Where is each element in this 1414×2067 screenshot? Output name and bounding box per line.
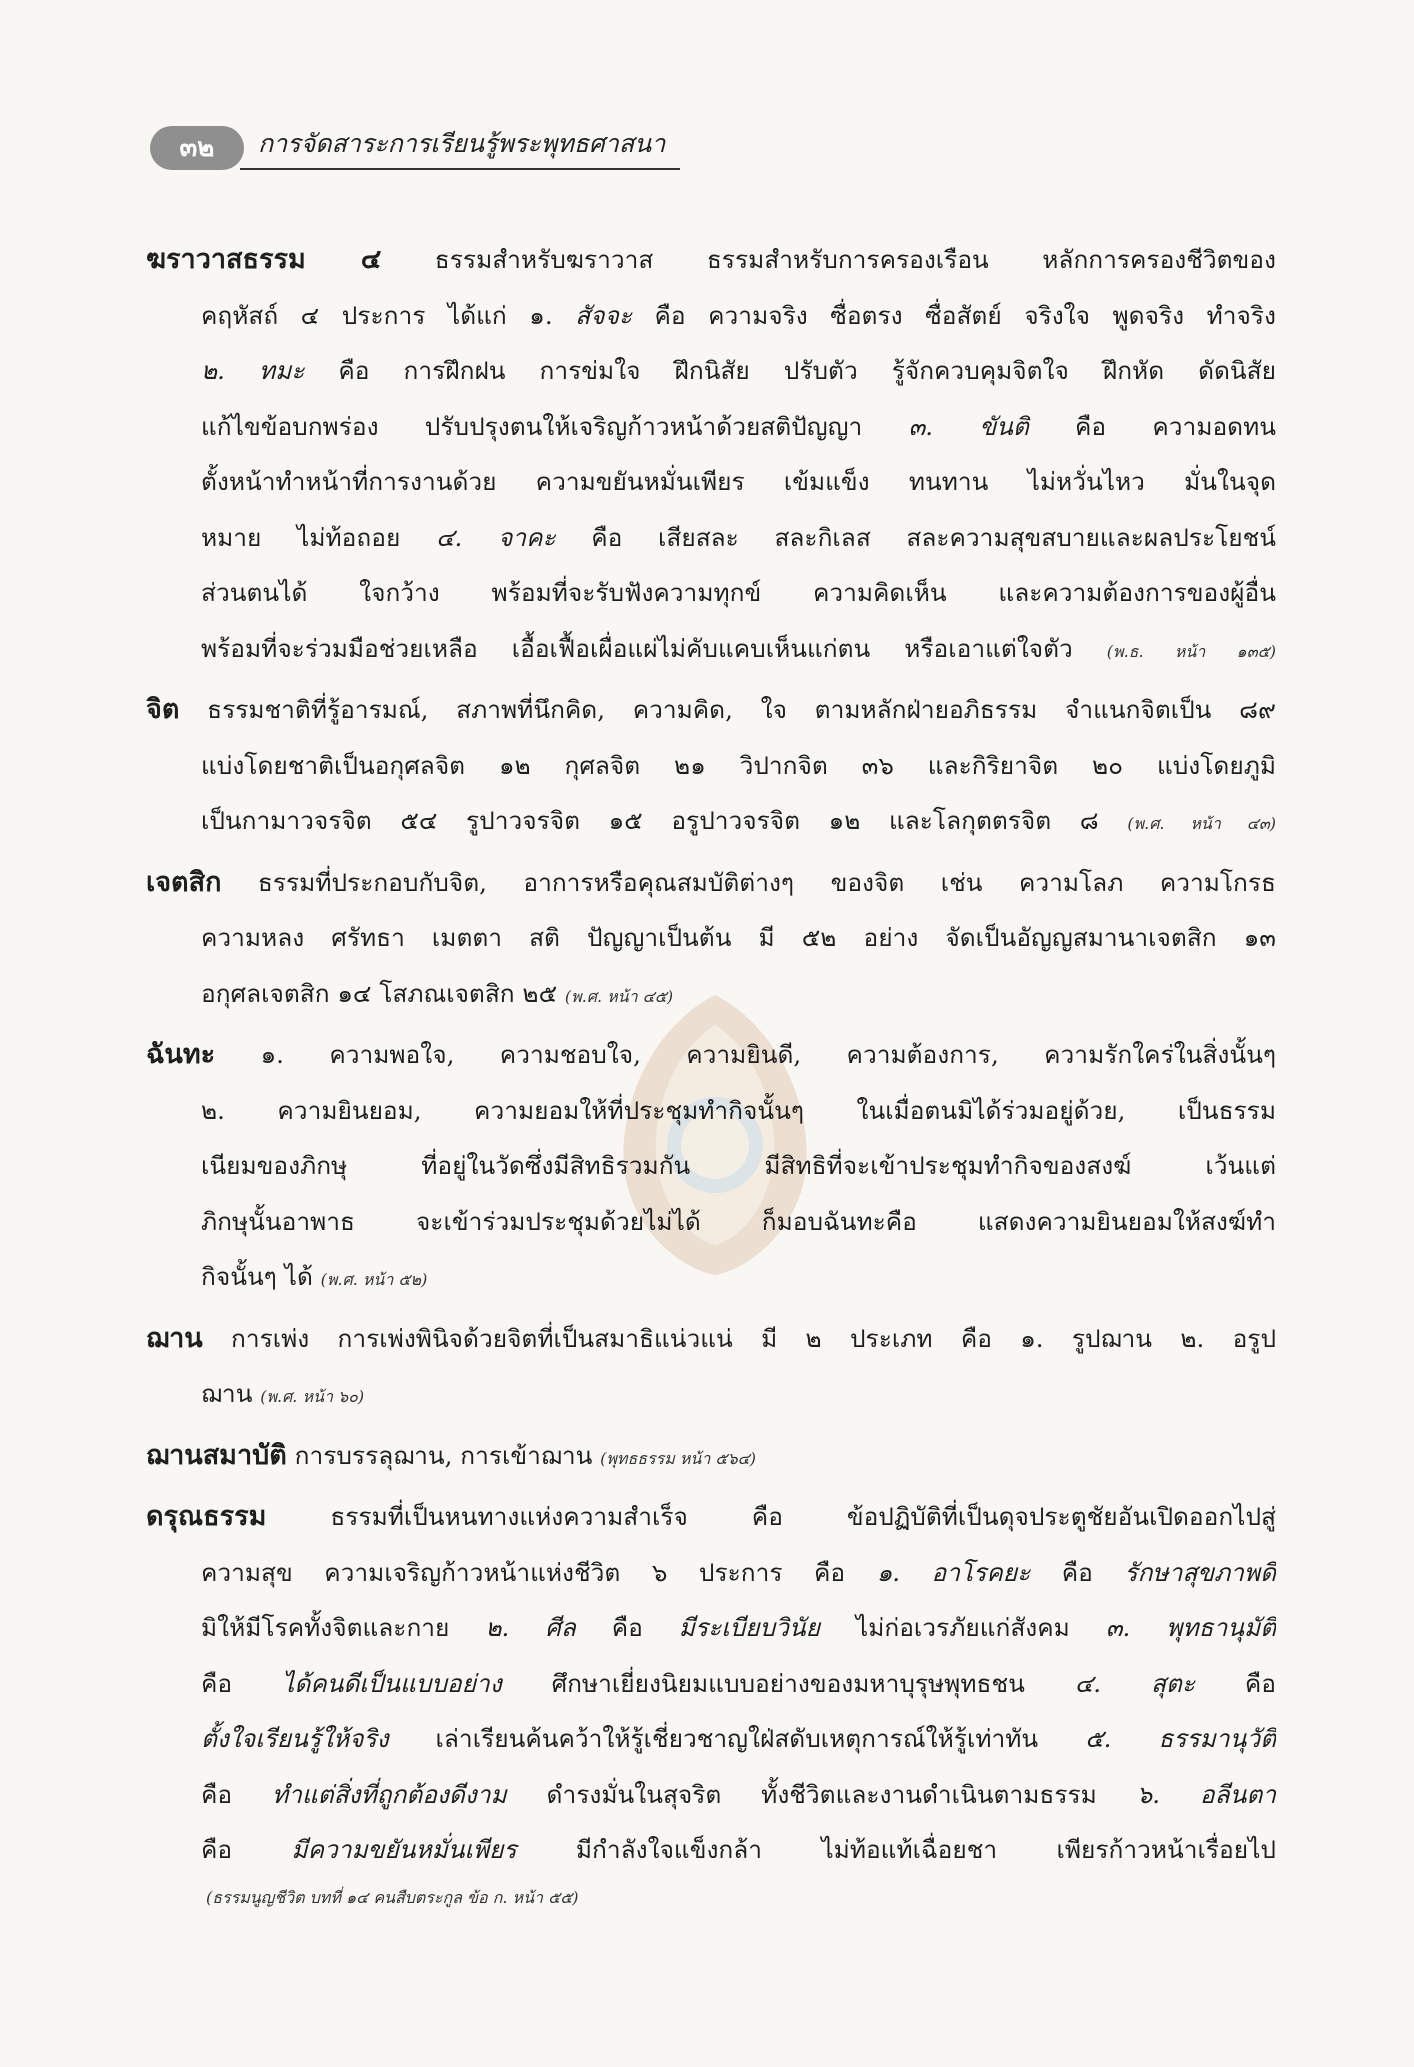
page-number-badge: ๓๒ (150, 126, 244, 170)
running-header-title: การจัดสาระการเรียนรู้พระพุทธศาสนา (258, 129, 666, 158)
entry-jhanasamapatti: ฌานสมาบัติ การบรรลุฌาน, การเข้าฌาน (พุทธธรรม หน้า ๕๖๔) (146, 1439, 756, 1471)
entry-term: ดรุณธรรม (146, 1501, 267, 1532)
reference-citation: (พ.ศ. หน้า ๔๓) (1127, 814, 1276, 833)
reference-citation: (พ.ศ. หน้า ๖๐) (260, 1387, 365, 1406)
reference-citation: (พุทธธรรม หน้า ๕๖๔) (600, 1448, 756, 1468)
entry-term: ฌานสมาบัติ (146, 1439, 287, 1471)
reference-citation: (พ.ธ. หน้า ๑๓๕) (1106, 641, 1276, 661)
reference-citation: (พ.ศ. หน้า ๕๒) (320, 1270, 428, 1289)
entry-cetasika: เจตสิก ธรรมที่ประกอบกับจิต, อาการหรือคุณสมบัติต่างๆ ของจิต เช่น ความโลภ ความโกรธ ความหลง ศรัทธา เมตตา สติ ปัญญาเป็นต้น มี ๕๒ อย่าง จัดเป็นอัญญสมานาเจตสิก ๑๓ อกุศลเจตสิก ๑๔ โสภณเจตสิก ๒๕ (พ.ศ. หน้า ๔๕) (146, 866, 1276, 1008)
entry-jhana: ฌาน การเพ่ง การเพ่งพินิจด้วยจิตที่เป็นสมาธิแน่วแน่ มี ๒ ประเภท คือ ๑. รูปฌาน ๒. อรูป ฌาน (พ.ศ. หน้า ๖๐) (146, 1322, 1276, 1408)
entry-taruna-dhamma: ดรุณธรรม ธรรมที่เป็นหนทางแห่งความสำเร็จ คือ ข้อปฏิบัติที่เป็นดุจประตูชัยอันเปิดออกไปสู่ ความสุข ความเจริญก้าวหน้าแห่งชีวิต ๖ ประการ คือ ๑. อาโรคยะ คือ รักษาสุขภาพดี มิให้มีโรคทั้งจิตและกาย ๒. ศีล คือ มีระเบียบวินัย ไม่ก่อเวรภัยแก่สังคม ๓. พุทธานุมัติ คือ ได้คนดีเป็นแบบอย่าง ศึกษาเยี่ยงนิยมแบบอย่างของมหาบุรุษพุทธชน ๔. สุตะ คือ ตั้งใจเรียนรู้ให้จริง เล่าเรียนค้นคว้าให้รู้เชี่ยวชาญใฝ่สดับเหตุการณ์ให้รู้เท่าทัน ๕. ธรรมานุวัติ คือ ทำแต่สิ่งที่ถูกต้องดีงาม ดำรงมั่นในสุจริต ทั้งชีวิตและงานดำเนินตามธรรม ๖. อลีนตา คือ มีความขยันหมั่นเพียร มีกำลังใจแข็งกล้า ไม่ท้อแท้เฉื่อยชา เพียรก้าวหน้าเรื่อยไป (ธรรมนูญชีวิต บทที่ ๑๔ คนสืบตระกูล ข้อ ก. หน้า ๕๕) (146, 1489, 1276, 1918)
entry-chanda: ฉันทะ ๑. ความพอใจ, ความชอบใจ, ความยินดี, ความต้องการ, ความรักใคร่ในสิ่งนั้นๆ ๒. ความยินยอม, ความยอมให้ที่ประชุมทำกิจนั้นๆ ในเมื่อตนมิได้ร่วมอยู่ด้วย, เป็นธรรม เนียมของภิกษุ ที่อยู่ในวัดซึ่งมีสิทธิรวมกัน มีสิทธิที่จะเข้าประชุมทำกิจของสงฆ์ เว้นแต่ ภิกษุนั้นอาพาธ จะเข้าร่วมประชุมด้วยไม่ได้ ก็มอบฉันทะคือ แสดงความยินยอมให้สงฆ์ทำ กิจนั้นๆ ได้ (พ.ศ. หน้า ๕๒) (146, 1039, 1276, 1291)
glossary-content (146, 232, 1276, 1921)
entry-term: เจตสิก (146, 866, 222, 898)
reference-citation: (พ.ศ. หน้า ๔๕) (564, 986, 674, 1006)
entry-gharavasa-dhamma: ฆราวาสธรรม ๔ ธรรมสำหรับฆราวาส ธรรมสำหรับการครองเรือน หลักการครองชีวิตของ คฤหัสถ์ ๔ ประการ ได้แก่ ๑. สัจจะ คือ ความจริง ซื่อตรง ซื่อสัตย์ จริงใจ พูดจริง ทำจริง ๒. ทมะ คือ การฝึกฝน การข่มใจ ฝึกนิสัย ปรับตัว รู้จักควบคุมจิตใจ ฝึกหัด ดัดนิสัย แก้ไขข้อบกพร่อง ปรับปรุงตนให้เจริญก้าวหน้าด้วยสติปัญญา ๓. ขันติ คือ ความอดทน ตั้งหน้าทำหน้าที่การงานด้วย ความขยันหมั่นเพียร เข้มแข็ง ทนทาน ไม่หวั่นไหว มั่นในจุด หมาย ไม่ท้อถอย ๔. จาคะ คือ เสียสละ สละกิเลส สละความสุขสบายและผลประโยชน์ ส่วนตนได้ ใจกว้าง พร้อมที่จะรับฟังความทุกข์ ความคิดเห็น และความต้องการของผู้อื่น พร้อมที่จะร่วมมือช่วยเหลือ เอื้อเฟื้อเผื่อแผ่ไม่คับแคบเห็นแก่ตน หรือเอาแต่ใจตัว (พ.ธ. หน้า ๑๓๕) (146, 244, 1276, 663)
page-header (150, 118, 680, 178)
entry-term: ฌาน (146, 1322, 203, 1354)
entry-citta: จิต ธรรมชาติที่รู้อารมณ์, สภาพที่นึกคิด, ความคิด, ใจ ตามหลักฝ่ายอภิธรรม จำแนกจิตเป็น ๘๙ แบ่งโดยชาติเป็นอกุศลจิต ๑๒ กุศลจิต ๒๑ วิปากจิต ๓๖ และกิริยาจิต ๒๐ แบ่งโดยภูมิ เป็นกามาวจรจิต ๕๔ รูปาวจรจิต ๑๕ อรูปาวจรจิต ๑๒ และโลกุตตรจิต ๘ (พ.ศ. หน้า ๔๓) (146, 694, 1276, 835)
header-rule (240, 168, 680, 170)
entry-term: จิต (146, 694, 180, 725)
entry-term: ฆราวาสธรรม ๔ (146, 244, 382, 275)
entry-term: ฉันทะ (146, 1039, 216, 1070)
reference-citation: (ธรรมนูญชีวิต บทที่ ๑๔ คนสืบตระกูล ข้อ ก. หน้า ๕๕) (206, 1887, 579, 1907)
